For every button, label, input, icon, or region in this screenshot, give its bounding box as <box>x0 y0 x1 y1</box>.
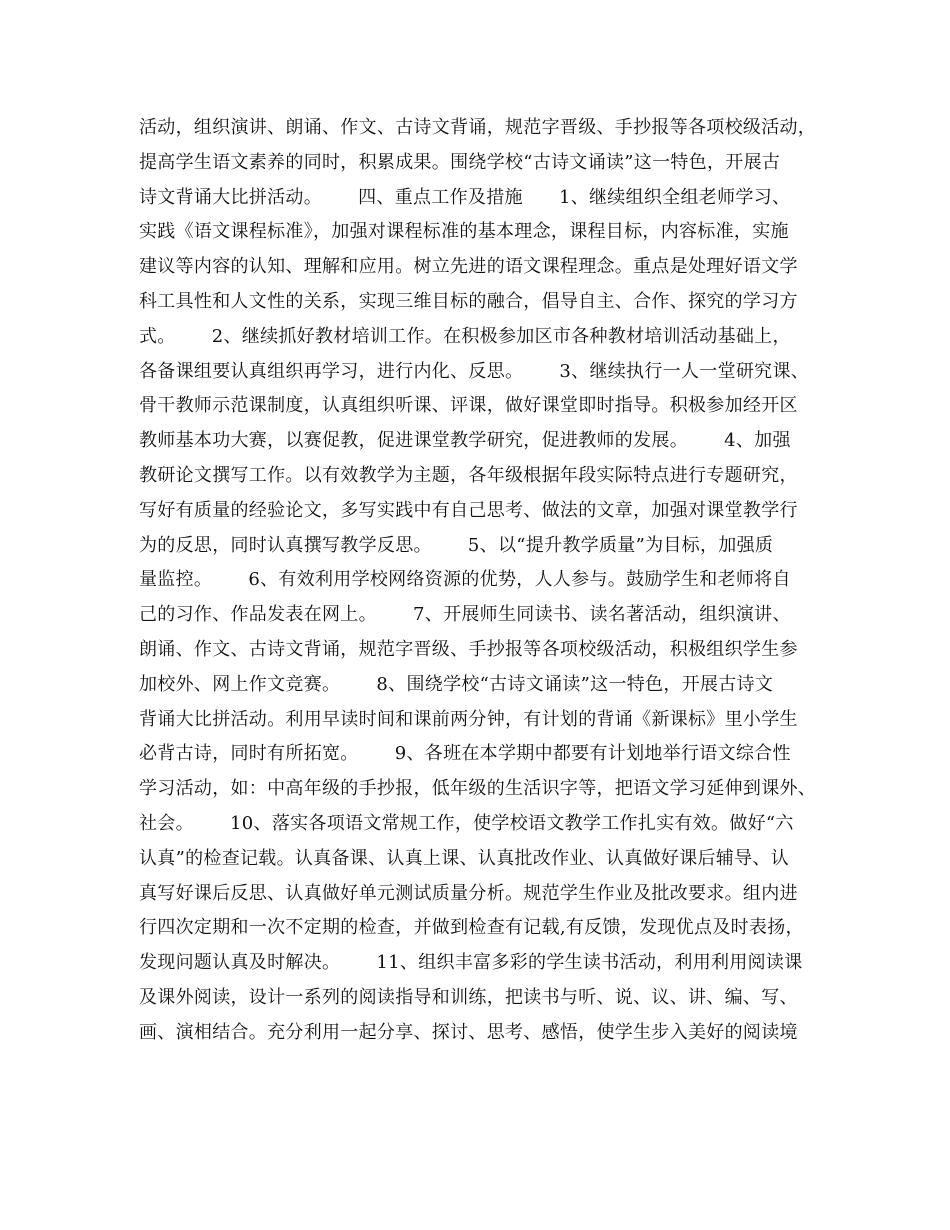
text-line: 为的反思，同时认真撰写教学反思。 5、以“提升教学质量”为目标，加强质 <box>139 534 774 556</box>
text-line: 及课外阅读，设计一系列的阅读指导和训练，把读书与听、说、议、讲、编、写、 <box>139 986 798 1008</box>
text-line: 画、演相结合。充分利用一起分享、探讨、思考、感悟，使学生步入美好的阅读境 <box>139 1021 798 1043</box>
text-line: 教研论文撰写工作。以有效教学为主题，各年级根据年段实际特点进行专题研究， <box>139 464 798 486</box>
text-line: 骨干教师示范课制度，认真组织听课、评课，做好课堂即时指导。积极参加经开区 <box>139 395 798 417</box>
text-line: 实践《语文课程标准》，加强对课程标准的基本理念，课程目标，内容标准，实施 <box>139 221 789 243</box>
text-line: 活动，组织演讲、朗诵、作文、古诗文背诵，规范字晋级、手抄报等各项校级活动， <box>139 117 817 138</box>
text-line: 加校外、网上作文竞赛。 8、围绕学校“古诗文诵读”这一特色，开展古诗文 <box>139 673 774 695</box>
text-line: 发现问题认真及时解决。 11、组织丰富多彩的学生读书活动，利用利用阅读课 <box>139 952 803 974</box>
text-line: 己的习作、作品发表在网上。 7、开展师生同读书、读名著活动，组织演讲、 <box>139 604 791 626</box>
text-line: 写好有质量的经验论文，多写实践中有自己思考、做法的文章，加强对课堂教学行 <box>139 499 798 521</box>
text-line: 各备课组要认真组织再学习，进行内化、反思。 3、继续执行一人一堂研究课、 <box>139 360 810 382</box>
text-line: 建议等内容的认知、理解和应用。树立先进的语文课程理念。重点是处理好语文学 <box>139 256 798 278</box>
text-line: 提高学生语文素养的同时，积累成果。围绕学校“古诗文诵读”这一特色，开展古 <box>139 151 781 173</box>
text-line: 社会。 10、落实各项语文常规工作，使学校语文教学工作扎实有效。做好“六 <box>139 812 794 834</box>
text-line: 行四次定期和一次不定期的检查，并做到检查有记载,有反馈，发现优点及时表扬， <box>139 917 804 939</box>
text-line: 真写好课后反思、认真做好单元测试质量分析。规范学生作业及批改要求。组内进 <box>139 882 798 904</box>
text-line: 诗文背诵大比拼活动。 四、重点工作及措施 1、继续组织全组老师学习、 <box>139 186 791 208</box>
text-line: 学习活动，如：中高年级的手抄报，低年级的生活识字等，把语文学习延伸到课外、 <box>139 778 817 800</box>
text-line: 式。 2、继续抓好教材培训工作。在积极参加区市各种教材培训活动基础上， <box>139 325 791 347</box>
text-line: 背诵大比拼活动。利用早读时间和课前两分钟，有计划的背诵《新课标》里小学生 <box>139 708 798 730</box>
document-body <box>139 111 829 1051</box>
text-line: 必背古诗，同时有所拓宽。 9、各班在本学期中都要有计划地举行语文综合性 <box>139 743 791 765</box>
text-line: 科工具性和人文性的关系，实现三维目标的融合，倡导自主、合作、探究的学习方 <box>139 290 798 312</box>
text-line: 教师基本功大赛，以赛促教，促进课堂教学研究，促进教师的发展。 4、加强 <box>139 430 791 452</box>
text-line: 认真”的检查记载。认真备课、认真上课、认真批改作业、认真做好课后辅导、认 <box>139 847 789 869</box>
text-line: 量监控。 6、有效利用学校网络资源的优势，人人参与。鼓励学生和老师将自 <box>139 569 791 591</box>
text-line: 朗诵、作文、古诗文背诵，规范字晋级、手抄报等各项校级活动，积极组织学生参 <box>139 638 798 660</box>
